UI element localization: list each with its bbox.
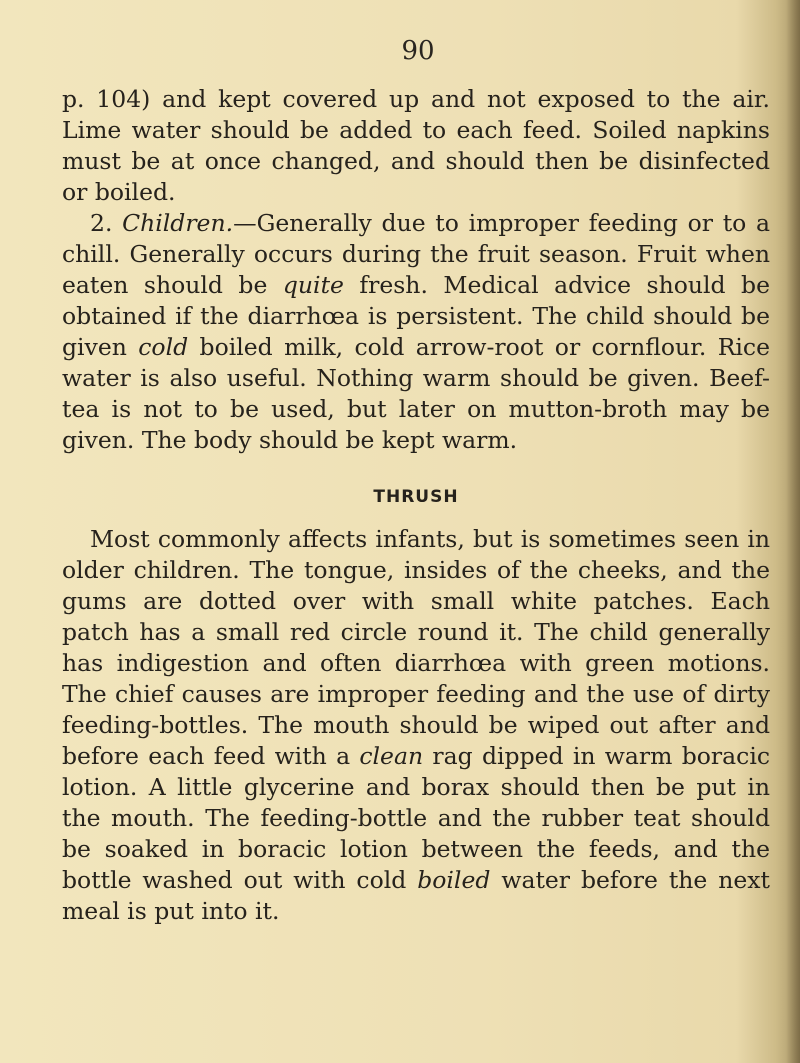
page-number: 90 bbox=[401, 36, 435, 66]
emphasis-clean: clean bbox=[359, 742, 424, 770]
emphasis-quite: quite bbox=[282, 271, 344, 299]
children-text-b: fresh. Medical advice should be obtained if the diarrhœa is persistent. The child should be given bbox=[62, 271, 770, 361]
children-paragraph bbox=[62, 208, 770, 456]
section-number: 2. bbox=[90, 209, 113, 237]
thrush-heading: THRUSH bbox=[373, 487, 459, 507]
thrush-text-a: Most commonly affects infants, but is sometimes seen in older children. The tongue, insides of the cheeks, and the gums are dotted over with small white patches. Each patch has a small red circle round it. The child generally has indigestion and often diarrhœa with green motions. The chief causes are improper feeding and the use of dirty feeding-bottles. The mouth should be wiped out after and before each feed with a bbox=[62, 525, 770, 770]
section-title: Children. bbox=[122, 209, 234, 237]
children-text-c: boiled milk, cold arrow-root or cornflour. Rice water is also useful. Nothing warm should be given. Beef-tea is not to be used, but later on mutton-broth may be given. The body should be kept warm. bbox=[62, 333, 770, 454]
page-body bbox=[62, 84, 770, 927]
thrush-paragraph bbox=[62, 524, 770, 927]
children-text-a: —Generally due to improper feeding or to a chill. Generally occurs during the fruit season. Fruit when eaten should be bbox=[62, 209, 770, 299]
emphasis-cold: cold bbox=[138, 333, 189, 361]
page-edge-shadow bbox=[786, 0, 800, 1063]
continuation-paragraph: p. 104) and kept covered up and not exposed to the air. Lime water should be added to each feed. Soiled napkins must be at once changed, and should then be disinfected or boiled. bbox=[62, 85, 770, 206]
emphasis-boiled: boiled bbox=[417, 866, 491, 894]
thrush-text-b: rag dipped in warm boracic lotion. A little glycerine and borax should then be put in the mouth. The feeding-bottle and the rubber teat should be soaked in boracic lotion between the feeds, and the bottle washed out with cold bbox=[62, 742, 770, 894]
thrush-text-c: water before the next meal is put into it. bbox=[62, 866, 770, 925]
